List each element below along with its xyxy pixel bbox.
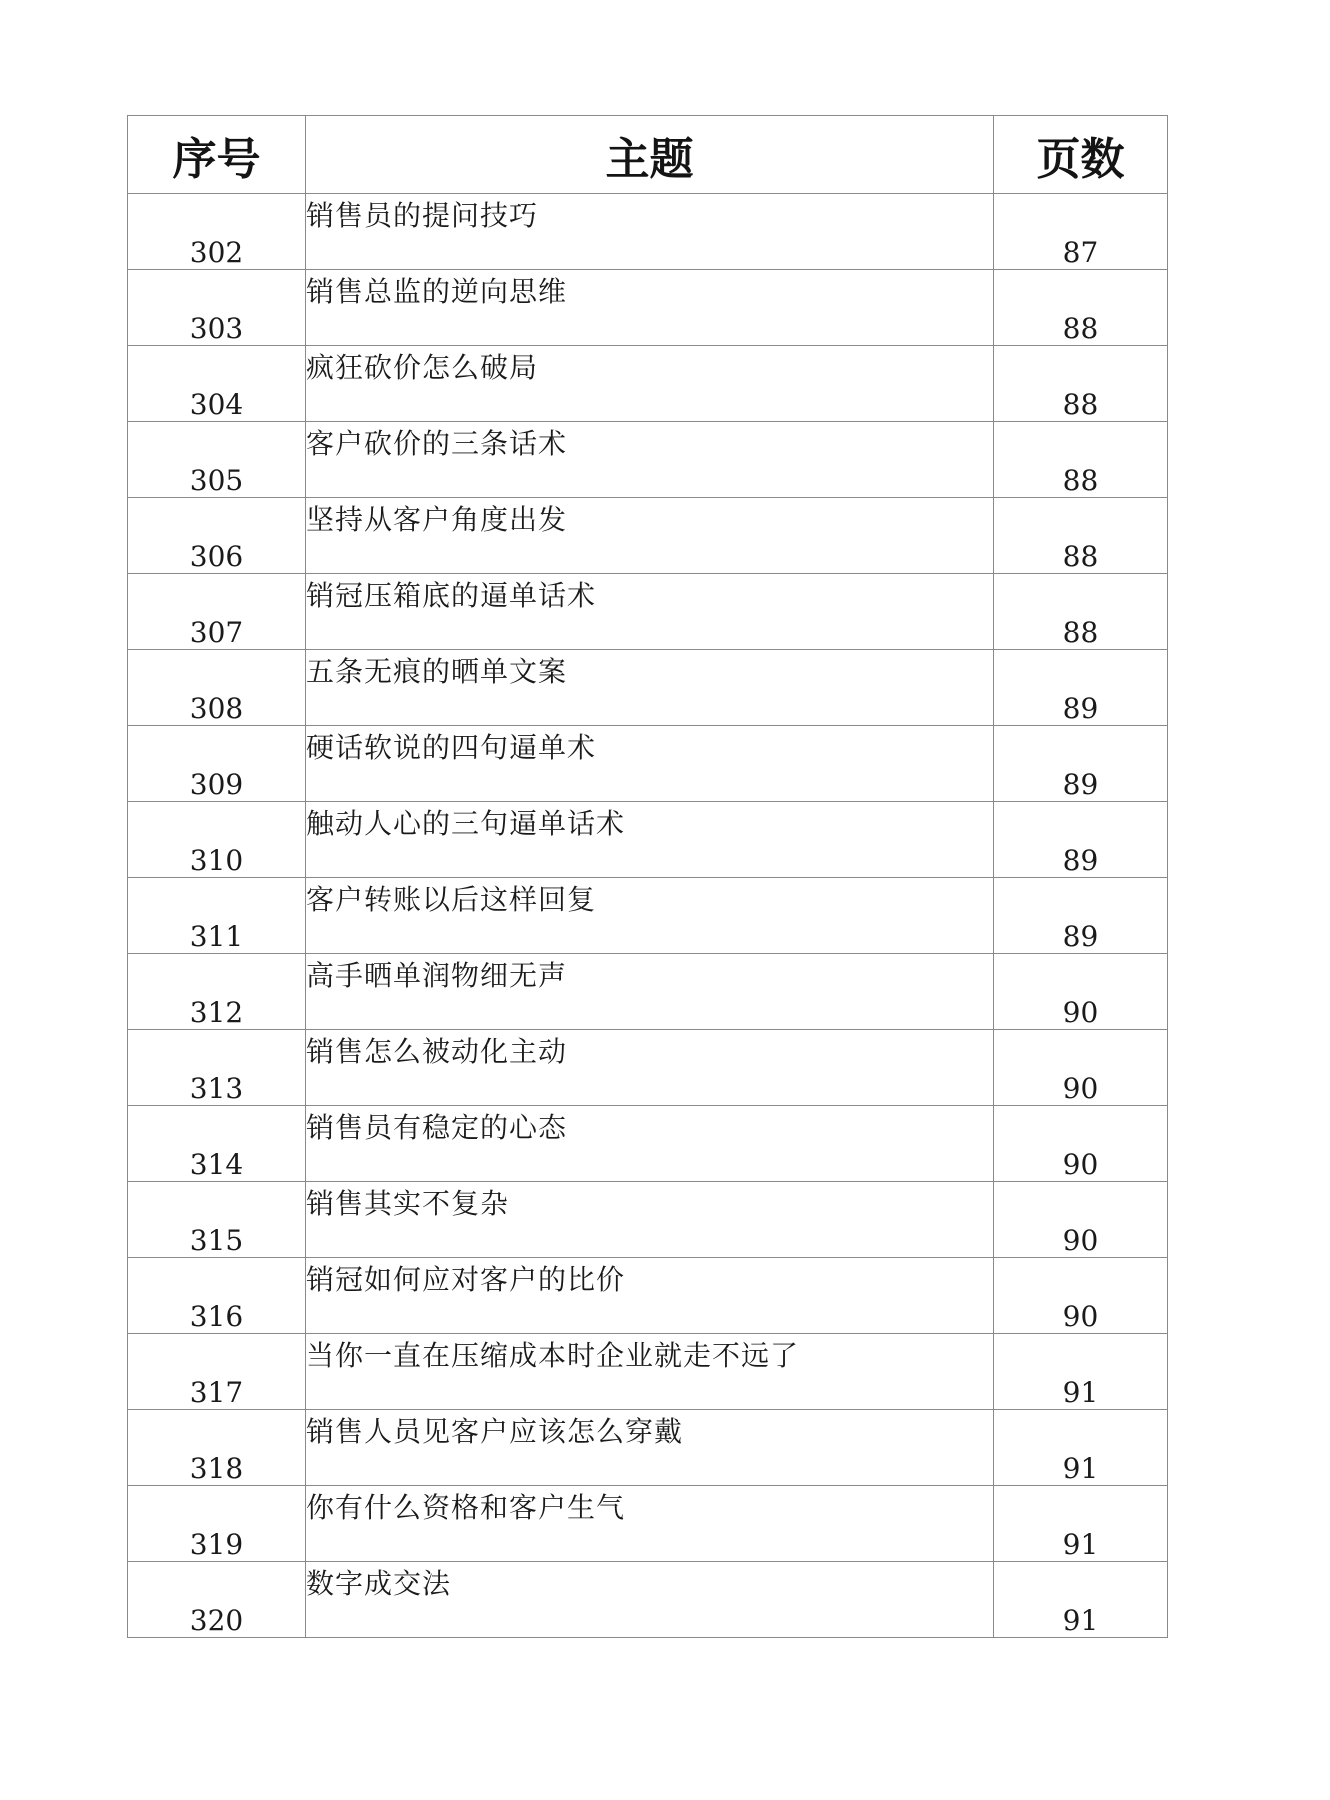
table-row (128, 574, 1168, 650)
row-number: 320 (128, 1562, 306, 1638)
table-row (128, 270, 1168, 346)
row-number: 306 (128, 498, 306, 574)
table-row (128, 498, 1168, 574)
row-topic: 触动人心的三句逼单话术 (306, 802, 994, 878)
row-topic: 你有什么资格和客户生气 (306, 1486, 994, 1562)
row-page: 88 (994, 346, 1168, 422)
row-topic: 硬话软说的四句逼单术 (306, 726, 994, 802)
row-page: 91 (994, 1486, 1168, 1562)
table-row (128, 194, 1168, 270)
row-number: 312 (128, 954, 306, 1030)
row-topic: 客户转账以后这样回复 (306, 878, 994, 954)
row-page: 88 (994, 422, 1168, 498)
row-number: 313 (128, 1030, 306, 1106)
row-page: 90 (994, 1182, 1168, 1258)
row-topic: 销售总监的逆向思维 (306, 270, 994, 346)
row-topic: 销售员的提问技巧 (306, 194, 994, 270)
row-topic: 销售员有稳定的心态 (306, 1106, 994, 1182)
row-page: 91 (994, 1410, 1168, 1486)
table-row (128, 1106, 1168, 1182)
row-number: 308 (128, 650, 306, 726)
row-topic: 坚持从客户角度出发 (306, 498, 994, 574)
row-page: 88 (994, 270, 1168, 346)
table-row (128, 1562, 1168, 1638)
row-topic: 高手晒单润物细无声 (306, 954, 994, 1030)
table-row (128, 954, 1168, 1030)
row-number: 314 (128, 1106, 306, 1182)
row-page: 89 (994, 878, 1168, 954)
row-page: 90 (994, 1258, 1168, 1334)
row-page: 88 (994, 574, 1168, 650)
row-number: 311 (128, 878, 306, 954)
row-topic: 销售其实不复杂 (306, 1182, 994, 1258)
row-topic: 客户砍价的三条话术 (306, 422, 994, 498)
row-page: 88 (994, 498, 1168, 574)
row-number: 307 (128, 574, 306, 650)
row-topic: 销冠压箱底的逼单话术 (306, 574, 994, 650)
row-topic: 销售人员见客户应该怎么穿戴 (306, 1410, 994, 1486)
row-page: 91 (994, 1334, 1168, 1410)
row-topic: 数字成交法 (306, 1562, 994, 1638)
row-number: 303 (128, 270, 306, 346)
toc-document (127, 115, 1167, 1638)
table-row (128, 346, 1168, 422)
row-topic: 疯狂砍价怎么破局 (306, 346, 994, 422)
row-page: 89 (994, 802, 1168, 878)
row-page: 91 (994, 1562, 1168, 1638)
row-topic: 销冠如何应对客户的比价 (306, 1258, 994, 1334)
row-number: 304 (128, 346, 306, 422)
row-number: 302 (128, 194, 306, 270)
header-topic: 主题 (306, 116, 994, 194)
row-number: 319 (128, 1486, 306, 1562)
table-row (128, 1334, 1168, 1410)
row-page: 90 (994, 954, 1168, 1030)
table-row (128, 878, 1168, 954)
row-topic: 销售怎么被动化主动 (306, 1030, 994, 1106)
row-number: 305 (128, 422, 306, 498)
row-number: 315 (128, 1182, 306, 1258)
row-page: 87 (994, 194, 1168, 270)
row-page: 89 (994, 650, 1168, 726)
table-row (128, 1182, 1168, 1258)
header-number: 序号 (128, 116, 306, 194)
table-of-contents (127, 115, 1168, 1638)
row-topic: 当你一直在压缩成本时企业就走不远了 (306, 1334, 994, 1410)
table-row (128, 650, 1168, 726)
table-row (128, 1030, 1168, 1106)
row-page: 90 (994, 1030, 1168, 1106)
row-number: 317 (128, 1334, 306, 1410)
row-number: 318 (128, 1410, 306, 1486)
row-number: 309 (128, 726, 306, 802)
table-row (128, 1410, 1168, 1486)
header-page: 页数 (994, 116, 1168, 194)
table-row (128, 726, 1168, 802)
row-number: 310 (128, 802, 306, 878)
table-row (128, 1258, 1168, 1334)
row-page: 89 (994, 726, 1168, 802)
header-row (128, 116, 1168, 194)
table-row (128, 802, 1168, 878)
row-topic: 五条无痕的晒单文案 (306, 650, 994, 726)
table-row (128, 1486, 1168, 1562)
table-row (128, 422, 1168, 498)
row-page: 90 (994, 1106, 1168, 1182)
row-number: 316 (128, 1258, 306, 1334)
